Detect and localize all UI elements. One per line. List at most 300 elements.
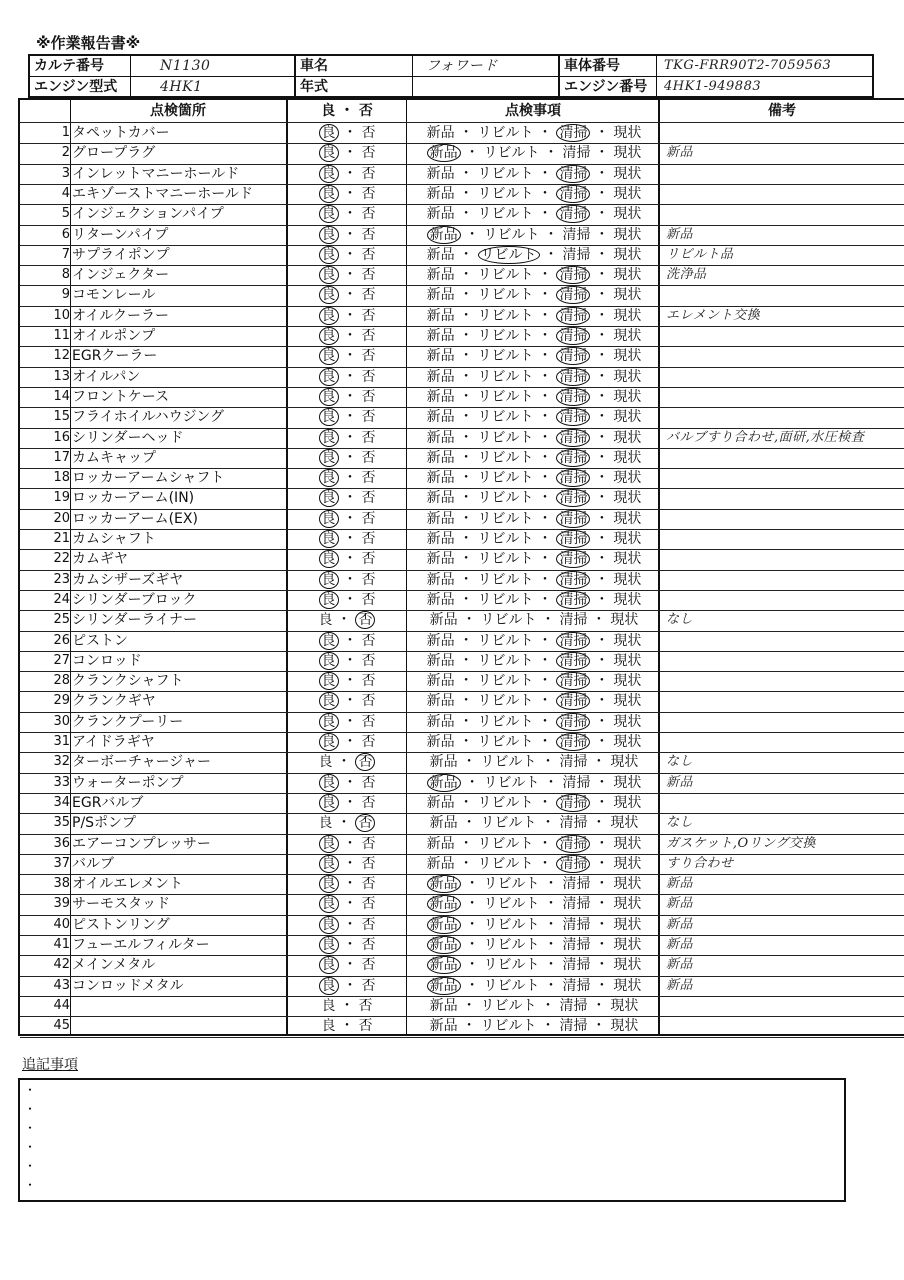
result-good: 良 bbox=[319, 469, 339, 487]
row-number: 4 bbox=[61, 185, 70, 201]
option-rebuilt: リビルト bbox=[477, 693, 534, 710]
option-new: 新品 bbox=[426, 794, 455, 811]
inspection-choice: 新品 ・ リビルト ・ 清掃 ・ 現状 bbox=[426, 125, 642, 141]
option-clean: 清掃 bbox=[556, 388, 590, 406]
option-new: 新品 bbox=[429, 612, 458, 629]
part-name: クランクギヤ bbox=[72, 693, 156, 710]
row-number: 13 bbox=[53, 368, 70, 384]
part-name: オイルパン bbox=[72, 368, 141, 385]
option-new: 新品 bbox=[426, 734, 455, 750]
additional-bullet: ・ bbox=[24, 1140, 37, 1154]
option-current: 現状 bbox=[613, 673, 642, 690]
part-name: ウォーターポンプ bbox=[72, 774, 184, 791]
result-choice: 良 ・ 否 bbox=[288, 570, 406, 590]
option-clean: 清掃 bbox=[556, 368, 590, 386]
header-box bbox=[28, 54, 874, 98]
row-note: 新品 bbox=[666, 957, 694, 973]
row-number: 43 bbox=[53, 977, 70, 993]
result-good: 良 bbox=[319, 855, 339, 873]
table-row bbox=[20, 752, 904, 772]
inspection-choice: 新品 ・ リビルト ・ 清掃 ・ 現状 bbox=[426, 652, 642, 669]
result-choice: 良 ・ 否 bbox=[288, 488, 406, 508]
option-rebuilt: リビルト bbox=[477, 632, 534, 649]
option-clean: 清掃 bbox=[556, 266, 590, 284]
option-clean: 清掃 bbox=[559, 612, 588, 629]
option-rebuilt: リビルト bbox=[477, 734, 534, 750]
option-new: 新品 bbox=[426, 490, 455, 507]
result-bad: 否 bbox=[361, 490, 376, 507]
table-row bbox=[20, 874, 904, 894]
inspection-choice: 新品 ・ リビルト ・ 清掃 ・ 現状 bbox=[426, 348, 642, 365]
result-good: 良 bbox=[319, 936, 339, 954]
result-bad: 否 bbox=[361, 632, 376, 649]
inspection-choice: 新品 ・ リビルト ・ 清掃 ・ 現状 bbox=[408, 874, 660, 894]
result-good: 良 bbox=[319, 977, 339, 995]
result-good: 良 bbox=[319, 956, 339, 974]
result-choice: 良 ・ 否 bbox=[288, 123, 406, 143]
part-name: フライホイルハウジング bbox=[72, 409, 224, 426]
option-rebuilt: リビルト bbox=[483, 226, 540, 243]
part-name: タペットカバー bbox=[72, 125, 170, 141]
result-choice: 良 ・ 否 bbox=[288, 549, 406, 569]
result-bad: 否 bbox=[361, 429, 376, 446]
result-good: 良 bbox=[319, 713, 339, 731]
option-current: 現状 bbox=[613, 470, 642, 487]
result-good: 良 bbox=[319, 530, 339, 548]
option-new: 新品 bbox=[426, 307, 455, 324]
option-rebuilt: リビルト bbox=[478, 246, 540, 264]
result-bad: 否 bbox=[361, 876, 376, 893]
row-number: 21 bbox=[53, 531, 70, 546]
option-new: 新品 bbox=[427, 774, 461, 792]
result-good: 良 bbox=[318, 612, 333, 629]
result-choice: 良 ・ 否 bbox=[288, 407, 406, 427]
option-clean: 清掃 bbox=[562, 876, 591, 893]
option-current: 現状 bbox=[610, 1018, 639, 1035]
option-clean: 清掃 bbox=[556, 733, 590, 751]
table-row bbox=[20, 428, 904, 448]
option-new: 新品 bbox=[427, 875, 461, 893]
table-row bbox=[20, 265, 904, 285]
result-choice: 良 ・ 否 bbox=[288, 265, 406, 285]
result-bad: 否 bbox=[361, 957, 376, 974]
part-name: カムシザーズギヤ bbox=[72, 571, 184, 588]
option-clean: 清掃 bbox=[556, 327, 590, 345]
option-new: 新品 bbox=[426, 125, 455, 141]
result-bad: 否 bbox=[361, 591, 376, 608]
option-rebuilt: リビルト bbox=[477, 185, 534, 202]
table-row bbox=[20, 773, 904, 793]
option-clean: 清掃 bbox=[556, 632, 590, 650]
inspection-choice: 新品 ・ リビルト ・ 清掃 ・ 現状 bbox=[426, 673, 642, 690]
result-good: 良 bbox=[319, 165, 339, 183]
option-current: 現状 bbox=[613, 185, 642, 202]
option-rebuilt: リビルト bbox=[483, 977, 540, 994]
option-clean: 清掃 bbox=[562, 977, 591, 994]
table-row bbox=[20, 326, 904, 346]
inspection-choice: 新品 ・ リビルト ・ 清掃 ・ 現状 bbox=[408, 915, 660, 935]
col-part-header: 点検箇所 bbox=[150, 103, 206, 119]
row-note: すり合わせ bbox=[666, 855, 734, 871]
option-rebuilt: リビルト bbox=[477, 307, 534, 324]
option-rebuilt: リビルト bbox=[480, 1018, 537, 1035]
additional-bullet: ・ bbox=[24, 1102, 37, 1116]
result-bad: 否 bbox=[361, 896, 376, 913]
result-good: 良 bbox=[319, 875, 339, 893]
result-choice: 良 ・ 否 bbox=[288, 631, 406, 651]
inspection-choice: 新品 ・ リビルト ・ 清掃 ・ 現状 bbox=[426, 591, 642, 608]
result-bad: 否 bbox=[361, 531, 376, 547]
option-current: 現状 bbox=[613, 916, 642, 933]
option-clean: 清掃 bbox=[562, 226, 591, 243]
option-current: 現状 bbox=[610, 612, 639, 629]
option-clean: 清掃 bbox=[556, 347, 590, 365]
inspection-choice: 新品 ・ リビルト ・ 清掃 ・ 現状 bbox=[426, 794, 642, 811]
table-row bbox=[20, 306, 904, 326]
option-new: 新品 bbox=[426, 449, 455, 466]
table-row bbox=[20, 184, 904, 204]
option-rebuilt: リビルト bbox=[477, 855, 534, 872]
option-current: 現状 bbox=[613, 977, 642, 994]
result-good: 良 bbox=[319, 266, 339, 284]
inspection-choice: 新品 ・ リビルト ・ 清掃 ・ 現状 bbox=[429, 1018, 639, 1035]
option-current: 現状 bbox=[613, 125, 642, 141]
row-number: 24 bbox=[53, 591, 70, 607]
inspection-choice: 新品 ・ リビルト ・ 清掃 ・ 現状 bbox=[429, 997, 639, 1014]
inspection-choice: 新品 ・ リビルト ・ 清掃 ・ 現状 bbox=[408, 894, 660, 914]
option-rebuilt: リビルト bbox=[483, 957, 540, 974]
part-name: アイドラギヤ bbox=[72, 734, 155, 750]
option-clean: 清掃 bbox=[556, 713, 590, 731]
result-bad: 否 bbox=[361, 835, 376, 852]
row-number: 9 bbox=[61, 287, 70, 303]
result-bad: 否 bbox=[361, 206, 376, 223]
row-note: ガスケット,Oリング交換 bbox=[666, 835, 816, 851]
result-choice: 良 ・ 否 bbox=[288, 143, 406, 163]
inspection-choice: 新品 ・ リビルト ・ 清掃 ・ 現状 bbox=[426, 551, 642, 568]
result-choice: 良 ・ 否 bbox=[288, 691, 406, 711]
result-good: 良 bbox=[319, 794, 339, 812]
row-number: 44 bbox=[53, 997, 70, 1013]
result-bad: 否 bbox=[355, 611, 375, 629]
result-bad: 否 bbox=[361, 449, 376, 466]
table-row bbox=[20, 610, 904, 630]
option-new: 新品 bbox=[426, 632, 455, 649]
row-number: 19 bbox=[53, 490, 70, 506]
part-name: インジェクションパイプ bbox=[72, 206, 224, 223]
option-clean: 清掃 bbox=[559, 1018, 588, 1035]
row-number: 14 bbox=[53, 388, 70, 404]
table-row bbox=[20, 204, 904, 224]
engine-model-label: エンジン型式 bbox=[34, 79, 118, 95]
table-row bbox=[20, 509, 904, 529]
option-rebuilt: リビルト bbox=[477, 165, 534, 182]
result-choice: 良 ・ 否 bbox=[288, 306, 406, 326]
engine-no-label: エンジン番号 bbox=[564, 79, 648, 95]
row-number: 40 bbox=[53, 916, 70, 932]
part-name: フューエルフィルター bbox=[72, 937, 210, 953]
result-choice: 良 ・ 否 bbox=[288, 285, 406, 305]
row-number: 41 bbox=[53, 937, 70, 952]
option-rebuilt: リビルト bbox=[477, 490, 534, 507]
option-clean: 清掃 bbox=[562, 937, 591, 953]
result-bad: 否 bbox=[361, 937, 376, 953]
option-new: 新品 bbox=[429, 815, 458, 832]
result-bad: 否 bbox=[361, 571, 376, 588]
option-clean: 清掃 bbox=[556, 652, 590, 670]
result-bad: 否 bbox=[361, 348, 376, 365]
option-clean: 清掃 bbox=[556, 205, 590, 223]
option-new: 新品 bbox=[427, 144, 461, 162]
table-row bbox=[20, 570, 904, 590]
part-name: インジェクター bbox=[72, 267, 170, 284]
table-row bbox=[20, 691, 904, 711]
inspection-choice: 新品 ・ リビルト ・ 清掃 ・ 現状 bbox=[426, 267, 642, 284]
option-new: 新品 bbox=[429, 997, 458, 1014]
result-good: 良 bbox=[319, 226, 339, 244]
inspection-choice: 新品 ・ リビルト ・ 清掃 ・ 現状 bbox=[429, 612, 639, 629]
option-clean: 清掃 bbox=[562, 896, 591, 913]
result-good: 良 bbox=[319, 571, 339, 589]
additional-notes-box bbox=[18, 1078, 846, 1202]
option-current: 現状 bbox=[613, 937, 642, 953]
row-number: 7 bbox=[61, 246, 70, 262]
option-current: 現状 bbox=[613, 368, 642, 385]
result-choice: 良 ・ 否 bbox=[288, 326, 406, 346]
inspection-choice: 新品 ・ リビルト ・ 清掃 ・ 現状 bbox=[426, 531, 642, 547]
option-rebuilt: リビルト bbox=[477, 388, 534, 405]
result-good: 良 bbox=[319, 286, 339, 304]
inspection-choice: 新品 ・ リビルト ・ 清掃 ・ 現状 bbox=[426, 835, 642, 852]
part-name: グロープラグ bbox=[72, 145, 156, 162]
inspection-choice: 新品 ・ リビルト ・ 清掃 ・ 現状 bbox=[426, 449, 642, 466]
result-good: 良 bbox=[319, 307, 339, 325]
result-good: 良 bbox=[318, 815, 333, 832]
option-new: 新品 bbox=[426, 246, 455, 263]
option-clean: 清掃 bbox=[556, 429, 590, 447]
inspection-choice: 新品 ・ リビルト ・ 清掃 ・ 現状 bbox=[408, 935, 660, 955]
option-clean: 清掃 bbox=[559, 754, 588, 771]
result-bad: 否 bbox=[355, 814, 375, 832]
option-rebuilt: リビルト bbox=[477, 348, 534, 365]
inspection-choice: 新品 ・ リビルト ・ 清掃 ・ 現状 bbox=[426, 368, 642, 385]
result-bad: 否 bbox=[361, 267, 376, 284]
car-name-label: 車名 bbox=[300, 58, 328, 74]
row-note: なし bbox=[666, 815, 694, 831]
option-rebuilt: リビルト bbox=[483, 937, 540, 953]
option-rebuilt: リビルト bbox=[477, 470, 534, 487]
option-current: 現状 bbox=[613, 328, 642, 344]
option-new: 新品 bbox=[426, 673, 455, 690]
option-new: 新品 bbox=[426, 206, 455, 223]
option-clean: 清掃 bbox=[556, 571, 590, 589]
table-row bbox=[20, 164, 904, 184]
result-choice: 良 ・ 否 bbox=[288, 874, 406, 894]
engine-no-value: 4HK1-949883 bbox=[664, 79, 762, 94]
row-number: 20 bbox=[53, 510, 70, 526]
table-row bbox=[20, 1016, 904, 1036]
option-current: 現状 bbox=[613, 896, 642, 913]
option-new: 新品 bbox=[426, 409, 455, 426]
result-bad: 否 bbox=[361, 328, 376, 344]
option-current: 現状 bbox=[613, 490, 642, 507]
col-result-header: 良 ・ 否 bbox=[321, 103, 373, 119]
result-good: 良 bbox=[318, 754, 333, 771]
row-number: 8 bbox=[61, 267, 70, 283]
result-good: 良 bbox=[319, 489, 339, 507]
option-new: 新品 bbox=[427, 956, 461, 974]
option-rebuilt: リビルト bbox=[477, 409, 534, 426]
row-number: 6 bbox=[61, 226, 70, 242]
option-clean: 清掃 bbox=[556, 530, 590, 548]
result-bad: 否 bbox=[361, 693, 376, 710]
option-clean: 清掃 bbox=[559, 815, 588, 832]
row-number: 30 bbox=[53, 713, 70, 729]
part-name: P/Sポンプ bbox=[72, 815, 137, 832]
option-clean: 清掃 bbox=[556, 591, 590, 609]
table-row bbox=[20, 955, 904, 975]
part-name: サーモスタッド bbox=[72, 896, 170, 913]
option-rebuilt: リビルト bbox=[477, 429, 534, 446]
option-clean: 清掃 bbox=[556, 692, 590, 710]
result-choice: 良 ・ 否 bbox=[288, 468, 406, 488]
result-good: 良 bbox=[321, 1018, 336, 1035]
result-bad: 否 bbox=[361, 510, 376, 527]
option-new: 新品 bbox=[426, 185, 455, 202]
table-row bbox=[20, 387, 904, 407]
option-current: 現状 bbox=[613, 429, 642, 446]
option-new: 新品 bbox=[426, 388, 455, 405]
option-current: 現状 bbox=[613, 632, 642, 649]
result-choice: 良 ・ 否 bbox=[288, 915, 406, 935]
part-name: カムキャップ bbox=[72, 449, 156, 466]
table-row bbox=[20, 732, 904, 752]
option-current: 現状 bbox=[613, 835, 642, 852]
part-name: インレットマニーホールド bbox=[72, 165, 240, 182]
option-rebuilt: リビルト bbox=[480, 997, 537, 1014]
row-note: なし bbox=[666, 754, 694, 770]
result-choice: 良 ・ 否 bbox=[321, 1018, 373, 1035]
option-new: 新品 bbox=[426, 267, 455, 284]
option-new: 新品 bbox=[427, 916, 461, 934]
option-current: 現状 bbox=[613, 206, 642, 223]
inspection-choice: 新品 ・ リビルト ・ 清掃 ・ 現状 bbox=[426, 693, 642, 710]
result-good: 良 bbox=[319, 408, 339, 426]
row-note: 新品 bbox=[666, 937, 694, 952]
table-row bbox=[20, 854, 904, 874]
part-name: ピストン bbox=[72, 632, 128, 649]
option-new: 新品 bbox=[426, 551, 455, 568]
option-clean: 清掃 bbox=[556, 835, 590, 853]
option-clean: 清掃 bbox=[556, 185, 590, 203]
option-rebuilt: リビルト bbox=[477, 449, 534, 466]
option-current: 現状 bbox=[613, 267, 642, 284]
option-current: 現状 bbox=[613, 693, 642, 710]
option-clean: 清掃 bbox=[556, 286, 590, 304]
result-choice: 良 ・ 否 bbox=[288, 428, 406, 448]
option-rebuilt: リビルト bbox=[477, 287, 534, 304]
result-bad: 否 bbox=[361, 246, 376, 263]
option-current: 現状 bbox=[613, 957, 642, 974]
part-name: ロッカーアーム(IN) bbox=[72, 490, 195, 507]
chassis-label: 車体番号 bbox=[564, 58, 620, 74]
table-row bbox=[20, 915, 904, 935]
result-choice: 良 ・ 否 bbox=[288, 529, 406, 549]
part-name: クランクシャフト bbox=[72, 673, 184, 690]
option-current: 現状 bbox=[613, 307, 642, 324]
inspection-choice: 新品 ・ リビルト ・ 清掃 ・ 現状 bbox=[426, 632, 642, 649]
table-row bbox=[20, 671, 904, 691]
option-current: 現状 bbox=[613, 409, 642, 426]
option-clean: 清掃 bbox=[556, 449, 590, 467]
row-number: 32 bbox=[53, 754, 70, 770]
result-choice: 良 ・ 否 bbox=[288, 854, 406, 874]
result-bad: 否 bbox=[361, 125, 376, 141]
inspection-choice: 新品 ・ リビルト ・ 清掃 ・ 現状 bbox=[426, 307, 642, 324]
row-note: 洗浄品 bbox=[666, 267, 707, 283]
option-new: 新品 bbox=[429, 754, 458, 771]
row-note: バルブすり合わせ,面研,水圧検査 bbox=[666, 429, 865, 445]
option-rebuilt: リビルト bbox=[483, 896, 540, 913]
part-name: ターボーチャージャー bbox=[72, 754, 212, 771]
option-rebuilt: リビルト bbox=[477, 673, 534, 690]
option-clean: 清掃 bbox=[556, 510, 590, 528]
part-name: コンロッド bbox=[72, 652, 142, 669]
option-current: 現状 bbox=[613, 591, 642, 608]
option-clean: 清掃 bbox=[556, 165, 590, 183]
table-row bbox=[20, 143, 904, 163]
option-new: 新品 bbox=[426, 510, 455, 527]
result-good: 良 bbox=[321, 997, 336, 1014]
table-row bbox=[20, 996, 904, 1016]
result-good: 良 bbox=[319, 429, 339, 447]
option-current: 現状 bbox=[613, 713, 642, 730]
option-new: 新品 bbox=[426, 348, 455, 365]
option-clean: 清掃 bbox=[556, 855, 590, 873]
option-clean: 清掃 bbox=[556, 469, 590, 487]
option-current: 現状 bbox=[613, 510, 642, 527]
karte-label: カルテ番号 bbox=[34, 58, 104, 74]
inspection-choice: 新品 ・ リビルト ・ 清掃 ・ 現状 bbox=[426, 185, 642, 202]
result-bad: 否 bbox=[358, 1018, 373, 1035]
option-rebuilt: リビルト bbox=[477, 368, 534, 385]
option-new: 新品 bbox=[426, 835, 455, 852]
result-good: 良 bbox=[319, 632, 339, 650]
row-number: 2 bbox=[61, 145, 70, 161]
option-new: 新品 bbox=[427, 895, 461, 913]
option-new: 新品 bbox=[426, 287, 455, 304]
part-name: シリンダーヘッド bbox=[72, 429, 184, 446]
inspection-choice: 新品 ・ リビルト ・ 清掃 ・ 現状 bbox=[408, 955, 660, 975]
option-clean: 清掃 bbox=[556, 307, 590, 325]
inspection-choice: 新品 ・ リビルト ・ 清掃 ・ 現状 bbox=[426, 409, 642, 426]
option-current: 現状 bbox=[610, 815, 639, 832]
result-choice: 良 ・ 否 bbox=[288, 773, 406, 793]
option-rebuilt: リビルト bbox=[477, 206, 534, 223]
option-new: 新品 bbox=[426, 328, 455, 344]
option-new: 新品 bbox=[426, 470, 455, 487]
chassis-value: TKG-FRR90T2-7059563 bbox=[664, 58, 832, 73]
option-new: 新品 bbox=[427, 226, 461, 244]
option-current: 現状 bbox=[613, 449, 642, 466]
option-current: 現状 bbox=[613, 652, 642, 669]
result-good: 良 bbox=[319, 692, 339, 710]
result-choice: 良 ・ 否 bbox=[288, 976, 406, 996]
option-new: 新品 bbox=[427, 936, 461, 954]
result-good: 良 bbox=[319, 388, 339, 406]
option-rebuilt: リビルト bbox=[477, 713, 534, 730]
table-row bbox=[20, 590, 904, 610]
